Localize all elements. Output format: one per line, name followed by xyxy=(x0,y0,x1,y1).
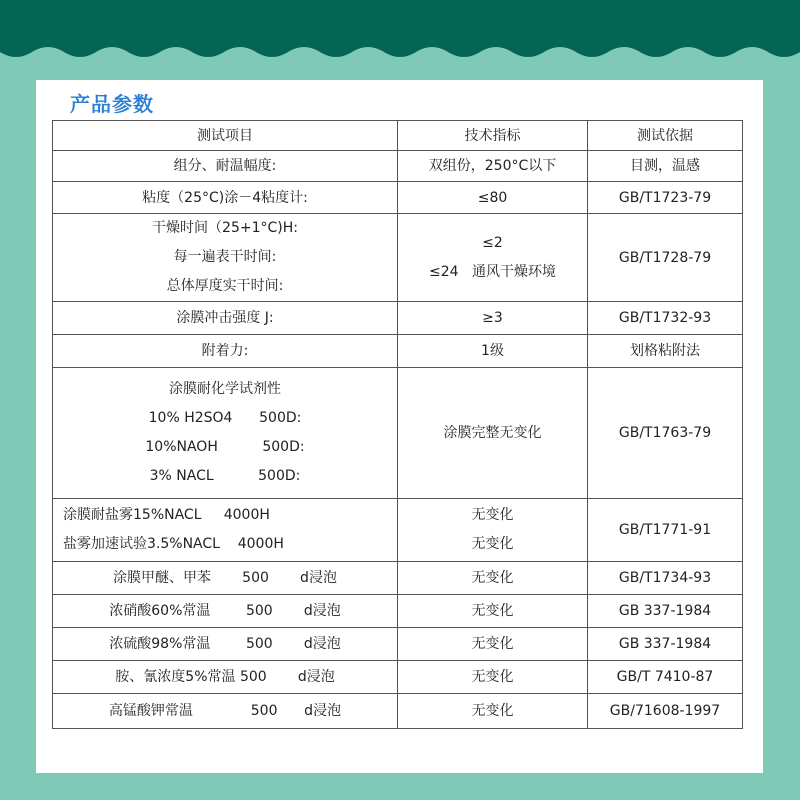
item-line: 浓硫酸98%常温 500 d浸泡 xyxy=(109,636,341,652)
spec-line: 无变化 xyxy=(471,669,514,685)
cell-basis xyxy=(588,335,743,368)
spec-line: 无变化 xyxy=(471,570,514,586)
item-line: 干燥时间（25+1°C)H: xyxy=(152,220,298,236)
basis-line: GB/T1763-79 xyxy=(618,425,712,441)
basis-line: GB/T1771-91 xyxy=(618,522,712,538)
spec-line: 无变化 xyxy=(471,636,514,652)
item-line: 浓硝酸60%常温 500 d浸泡 xyxy=(109,603,341,619)
item-line: 总体厚度实干时间: xyxy=(166,278,284,294)
basis-line: GB/71608-1997 xyxy=(609,703,721,719)
cell-basis xyxy=(588,302,743,335)
table-row xyxy=(53,661,743,694)
basis-line: GB 337-1984 xyxy=(618,636,712,652)
item-line: 10% H2SO4 500D: xyxy=(148,410,302,426)
table-row xyxy=(53,628,743,661)
basis-line: 目测，温感 xyxy=(630,158,700,174)
cell-item xyxy=(53,302,398,335)
table-row xyxy=(53,595,743,628)
item-line: 高锰酸钾常温 500 d浸泡 xyxy=(108,703,342,719)
cell-spec xyxy=(398,661,588,694)
cell-item xyxy=(53,694,398,729)
table-row xyxy=(53,151,743,182)
cell-item xyxy=(53,628,398,661)
item-line: 每一遍表干时间: xyxy=(173,249,277,265)
spec-line: 无变化 xyxy=(471,536,514,552)
cell-item xyxy=(53,335,398,368)
table-header-row xyxy=(53,121,743,151)
table-row xyxy=(53,335,743,368)
spec-line: 无变化 xyxy=(471,703,514,719)
item-line: 3% NACL 500D: xyxy=(149,468,301,484)
cell-spec xyxy=(398,151,588,182)
spec-line: 1级 xyxy=(481,343,504,359)
basis-line: GB/T1723-79 xyxy=(618,189,712,206)
table-row xyxy=(53,214,743,302)
cell-item xyxy=(53,368,398,499)
cell-spec xyxy=(398,302,588,335)
cell-spec xyxy=(398,694,588,729)
content-panel xyxy=(36,80,763,773)
cell-item xyxy=(53,499,398,562)
spec-line: ≥3 xyxy=(482,310,503,326)
item-line: 10%NAOH 500D: xyxy=(145,439,305,455)
table-row xyxy=(53,302,743,335)
spec-line: 无变化 xyxy=(471,603,514,619)
page-title: 产品参数 xyxy=(70,92,154,116)
cell-basis xyxy=(588,499,743,562)
spec-line: ≤2 xyxy=(482,234,503,251)
cell-basis xyxy=(588,694,743,729)
header-item: 测试项目 xyxy=(53,121,398,151)
item-line: 盐雾加速试验3.5%NACL 4000H xyxy=(63,536,284,552)
item-line: 胺、氰浓度5%常温 500 d浸泡 xyxy=(115,669,335,685)
spec-line: ≤24 通风干燥环境 xyxy=(429,263,556,280)
cell-basis xyxy=(588,182,743,214)
item-line: 粘度（25°C)涂－4粘度计: xyxy=(142,189,308,206)
cell-item xyxy=(53,661,398,694)
cell-basis xyxy=(588,214,743,302)
cell-basis xyxy=(588,661,743,694)
item-line: 涂膜甲醚、甲苯 500 d浸泡 xyxy=(113,570,337,586)
item-line: 涂膜耐盐雾15%NACL 4000H xyxy=(63,507,270,523)
item-line: 涂膜耐化学试剂性 xyxy=(169,381,281,397)
item-line: 附着力: xyxy=(201,343,249,359)
table-row xyxy=(53,182,743,214)
item-line: 涂膜冲击强度 J: xyxy=(176,310,274,326)
cell-spec xyxy=(398,182,588,214)
cell-item xyxy=(53,182,398,214)
cell-spec xyxy=(398,595,588,628)
basis-line: GB/T 7410-87 xyxy=(616,669,714,685)
table-row xyxy=(53,562,743,595)
item-line: 组分、耐温幅度: xyxy=(173,158,277,174)
basis-line: 划格粘附法 xyxy=(630,343,700,359)
cell-basis xyxy=(588,562,743,595)
header-spec: 技术指标 xyxy=(398,121,588,151)
cell-item xyxy=(53,151,398,182)
basis-line: GB/T1734-93 xyxy=(618,570,712,586)
spec-line: 双组份，250°C以下 xyxy=(428,158,557,174)
spec-line: ≤80 xyxy=(477,189,508,206)
table-row xyxy=(53,499,743,562)
cell-spec xyxy=(398,368,588,499)
basis-line: GB/T1728-79 xyxy=(618,249,712,266)
header-basis: 测试依据 xyxy=(588,121,743,151)
spec-line: 无变化 xyxy=(471,507,514,523)
cell-item xyxy=(53,562,398,595)
spec-table xyxy=(52,120,743,729)
table-row xyxy=(53,368,743,499)
cell-item xyxy=(53,214,398,302)
cell-spec xyxy=(398,335,588,368)
basis-line: GB 337-1984 xyxy=(618,603,712,619)
wavy-top-band xyxy=(0,0,800,70)
cell-spec xyxy=(398,628,588,661)
cell-basis xyxy=(588,368,743,499)
cell-spec xyxy=(398,214,588,302)
cell-spec xyxy=(398,562,588,595)
cell-basis xyxy=(588,628,743,661)
spec-line: 涂膜完整无变化 xyxy=(443,425,542,441)
cell-basis xyxy=(588,151,743,182)
cell-item xyxy=(53,595,398,628)
cell-spec xyxy=(398,499,588,562)
basis-line: GB/T1732-93 xyxy=(618,310,712,326)
table-row xyxy=(53,694,743,729)
cell-basis xyxy=(588,595,743,628)
